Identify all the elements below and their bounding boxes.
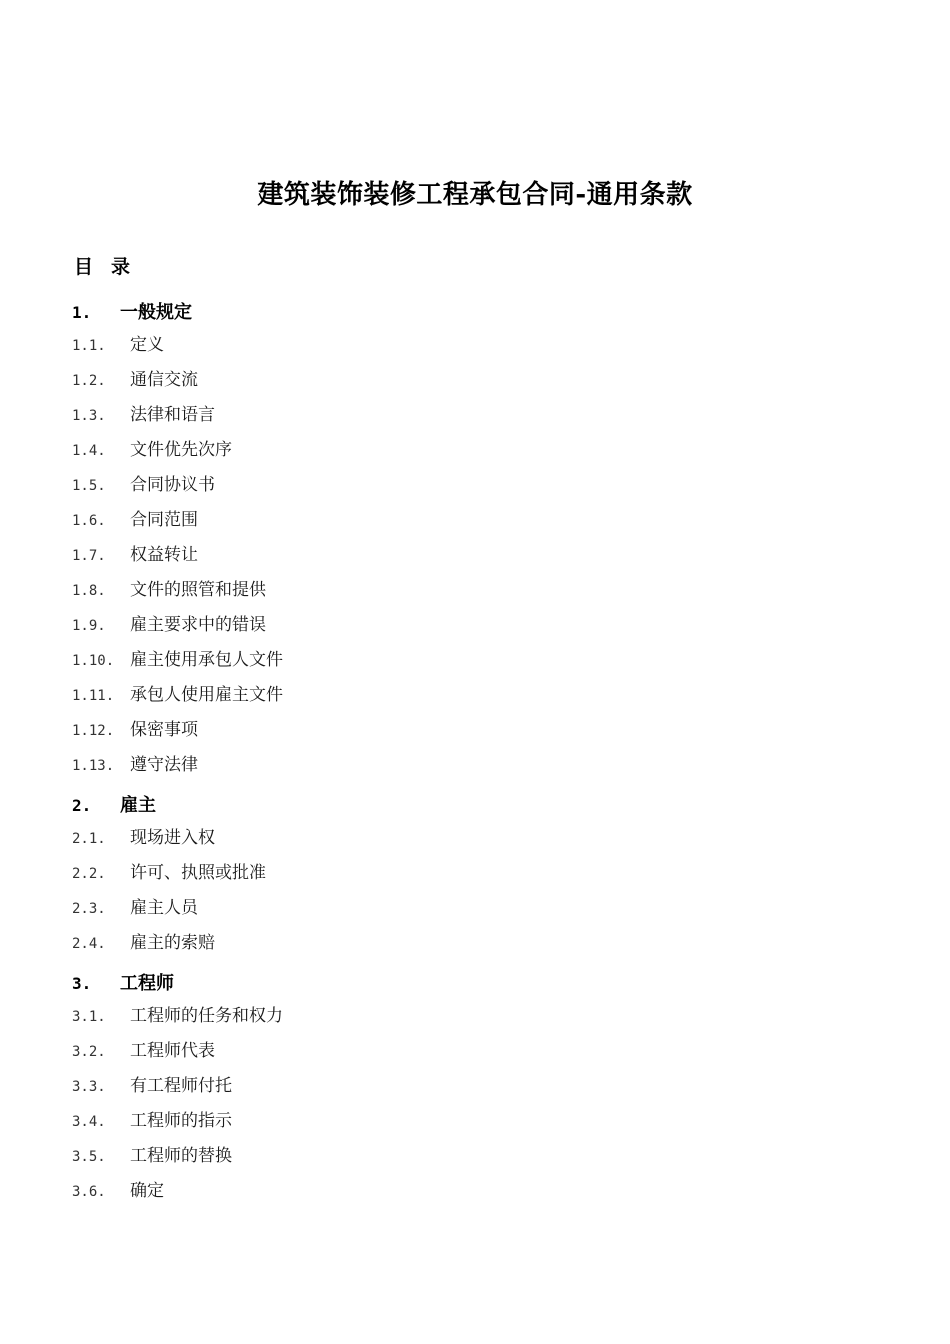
entry-title: 有工程师付托 [130, 1076, 232, 1096]
entry-title: 文件优先次序 [130, 440, 232, 460]
section-number: 3. [72, 974, 92, 993]
toc-entry[interactable] [72, 715, 872, 750]
toc-entry[interactable] [72, 1141, 872, 1176]
toc-heading-char-2: 录 [111, 256, 131, 278]
entry-number: 3.4. [72, 1114, 106, 1130]
section-title: 一般规定 [120, 302, 192, 323]
entry-number: 1.8. [72, 583, 106, 599]
entry-title: 工程师的任务和权力 [130, 1006, 283, 1026]
entry-title: 文件的照管和提供 [130, 580, 266, 600]
toc-entry[interactable] [72, 505, 872, 540]
entry-title: 工程师代表 [130, 1041, 215, 1061]
toc-heading [74, 252, 130, 279]
toc-entry[interactable] [72, 680, 872, 715]
toc-section-1 [72, 298, 872, 785]
entry-number: 3.6. [72, 1184, 106, 1200]
entry-number: 1.11. [72, 688, 115, 704]
entry-number: 1.9. [72, 618, 106, 634]
toc-entry[interactable] [72, 1036, 872, 1071]
entry-number: 1.3. [72, 408, 106, 424]
section-spacer [72, 963, 872, 967]
section-title: 雇主 [120, 795, 156, 816]
entry-title: 定义 [130, 335, 164, 355]
toc-entry[interactable] [72, 610, 872, 645]
entry-title: 工程师的指示 [130, 1111, 232, 1131]
toc-entry[interactable] [72, 575, 872, 610]
entry-title: 雇主使用承包人文件 [130, 650, 283, 670]
toc-entry[interactable] [72, 435, 872, 470]
entry-number: 2.1. [72, 831, 106, 847]
section-number: 2. [72, 796, 92, 815]
entry-title: 通信交流 [130, 370, 198, 390]
toc-entry[interactable] [72, 1001, 872, 1036]
entry-number: 1.10. [72, 653, 115, 669]
entry-title: 权益转让 [130, 545, 198, 565]
toc-entry[interactable] [72, 365, 872, 400]
toc-section-heading[interactable] [72, 298, 872, 326]
entry-title: 雇主的索赔 [130, 933, 215, 953]
entry-number: 1.4. [72, 443, 106, 459]
entry-number: 2.2. [72, 866, 106, 882]
section-number: 1. [72, 303, 92, 322]
toc-heading-char-1: 目 [74, 256, 94, 278]
toc-entry[interactable] [72, 540, 872, 575]
toc-entry[interactable] [72, 858, 872, 893]
entry-number: 3.1. [72, 1009, 106, 1025]
entry-number: 3.3. [72, 1079, 106, 1095]
entry-title: 合同协议书 [130, 475, 215, 495]
toc-entry[interactable] [72, 1071, 872, 1106]
entry-number: 1.12. [72, 723, 115, 739]
toc-entry[interactable] [72, 1106, 872, 1141]
entry-title: 工程师的替换 [130, 1146, 232, 1166]
toc-entry[interactable] [72, 470, 872, 505]
toc-entry[interactable] [72, 400, 872, 435]
toc-section-3 [72, 969, 872, 1211]
entry-number: 1.5. [72, 478, 106, 494]
entry-number: 1.7. [72, 548, 106, 564]
entry-title: 许可、执照或批准 [130, 863, 266, 883]
table-of-contents [72, 296, 872, 1211]
toc-section-2 [72, 791, 872, 963]
entry-number: 2.3. [72, 901, 106, 917]
entry-number: 1.1. [72, 338, 106, 354]
toc-entry[interactable] [72, 330, 872, 365]
toc-entry[interactable] [72, 928, 872, 963]
entry-number: 3.2. [72, 1044, 106, 1060]
entry-title: 雇主要求中的错误 [130, 615, 266, 635]
entry-title: 合同范围 [130, 510, 198, 530]
document-title: 建筑装饰装修工程承包合同-通用条款 [257, 180, 693, 210]
entry-title: 承包人使用雇主文件 [130, 685, 283, 705]
section-spacer [72, 785, 872, 789]
entry-number: 3.5. [72, 1149, 106, 1165]
entry-title: 现场进入权 [130, 828, 215, 848]
toc-entry[interactable] [72, 823, 872, 858]
entry-number: 1.13. [72, 758, 115, 774]
entry-number: 1.2. [72, 373, 106, 389]
toc-entry[interactable] [72, 750, 872, 785]
entry-number: 2.4. [72, 936, 106, 952]
toc-section-heading[interactable] [72, 791, 872, 819]
section-title: 工程师 [120, 973, 174, 994]
toc-entry[interactable] [72, 1176, 872, 1211]
entry-title: 法律和语言 [130, 405, 215, 425]
entry-title: 确定 [130, 1181, 164, 1201]
toc-entry[interactable] [72, 645, 872, 680]
entry-number: 1.6. [72, 513, 106, 529]
toc-entry[interactable] [72, 893, 872, 928]
entry-title: 保密事项 [130, 720, 198, 740]
entry-title: 雇主人员 [130, 898, 198, 918]
entry-title: 遵守法律 [130, 755, 198, 775]
toc-section-heading[interactable] [72, 969, 872, 997]
